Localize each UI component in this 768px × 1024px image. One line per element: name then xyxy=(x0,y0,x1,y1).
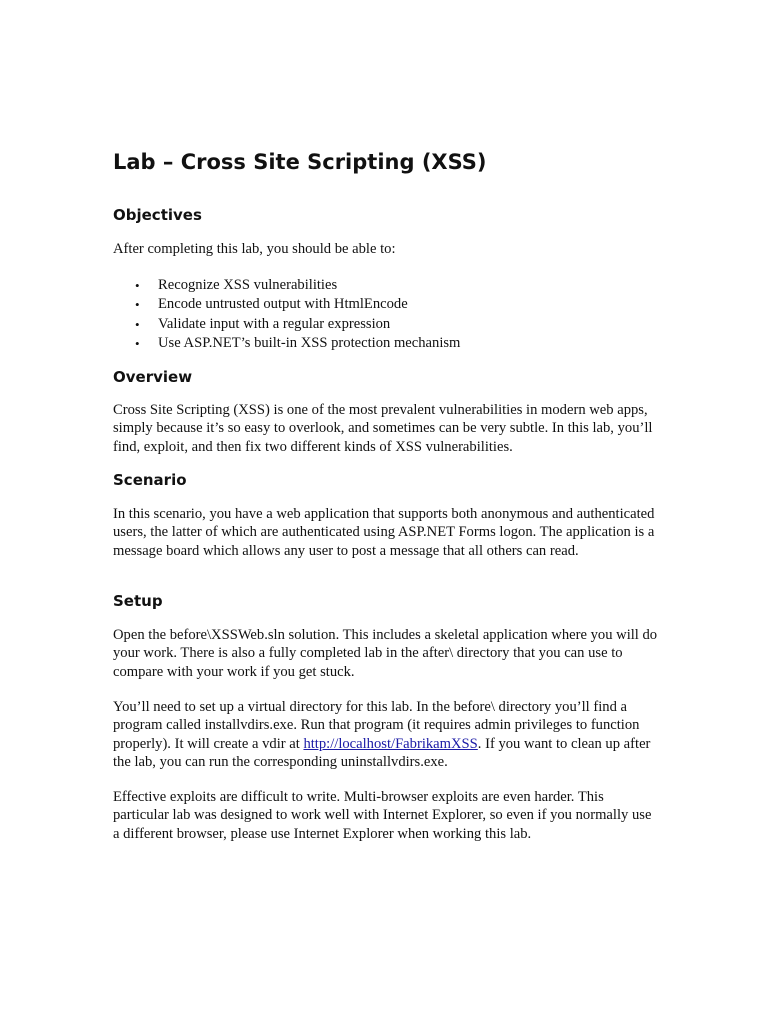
page-title: Lab – Cross Site Scripting (XSS) xyxy=(113,150,487,174)
bullet-icon: • xyxy=(135,335,140,351)
scenario-paragraph: In this scenario, you have a web application that supports both anonymous and authenticated users, the latter of which are authenticated using ASP.NET Forms logon. The application is a message board which allows any user to post a message that all others can read. xyxy=(113,506,655,559)
list-item-text: Recognize XSS vulnerabilities xyxy=(158,277,338,293)
setup-paragraph-3: Effective exploits are difficult to write. Multi-browser exploits are even harder. This particular lab was designed to work well with Internet Explorer, so even if you normally use a different browser, please use Internet Explorer when working this lab. xyxy=(113,789,652,842)
overview-heading: Overview xyxy=(113,368,193,386)
list-item xyxy=(113,334,460,353)
bullet-icon: • xyxy=(135,316,140,332)
vdir-link[interactable]: http://localhost/FabrikamXSS xyxy=(303,735,478,752)
bullet-icon: • xyxy=(135,297,140,313)
setup-heading: Setup xyxy=(113,592,163,610)
objectives-heading: Objectives xyxy=(113,206,202,224)
bullet-icon: • xyxy=(135,278,140,293)
setup-paragraph-2 xyxy=(113,698,658,771)
list-item xyxy=(113,276,460,295)
list-item-text: Use ASP.NET’s built-in XSS protection mechanism xyxy=(158,334,461,351)
setup-paragraph-1: Open the before\XSSWeb.sln solution. This includes a skeletal application where you will do your work. There is also a fully completed lab in the after\ directory that you can use to compare with your work if you get stuck. xyxy=(113,627,658,680)
list-item xyxy=(113,315,460,334)
setup-paragraph-2-text-b: . If you want to clean up after the lab, you can run the corresponding uninstallvdirs.exe. xyxy=(113,735,651,770)
scenario-heading: Scenario xyxy=(113,471,187,489)
list-item xyxy=(113,295,460,314)
objectives-list xyxy=(113,276,460,353)
list-item-text: Encode untrusted output with HtmlEncode xyxy=(158,296,408,313)
objectives-intro: After completing this lab, you should be able to: xyxy=(113,241,396,257)
setup-paragraph-2-text-a: You’ll need to set up a virtual directory for this lab. In the before\ directory you’ll find a program called installvdirs.exe. Run that program (it requires admin privileges to function properly). It will create a vdir at xyxy=(113,699,640,752)
list-item-text: Validate input with a regular expression xyxy=(158,315,391,332)
overview-paragraph: Cross Site Scripting (XSS) is one of the most prevalent vulnerabilities in modern web apps, simply because it’s so easy to overlook, and sometimes can be very subtle. In this lab, you’ll find, exploit, and then fix two different kinds of XSS vulnerabilities. xyxy=(113,402,653,455)
